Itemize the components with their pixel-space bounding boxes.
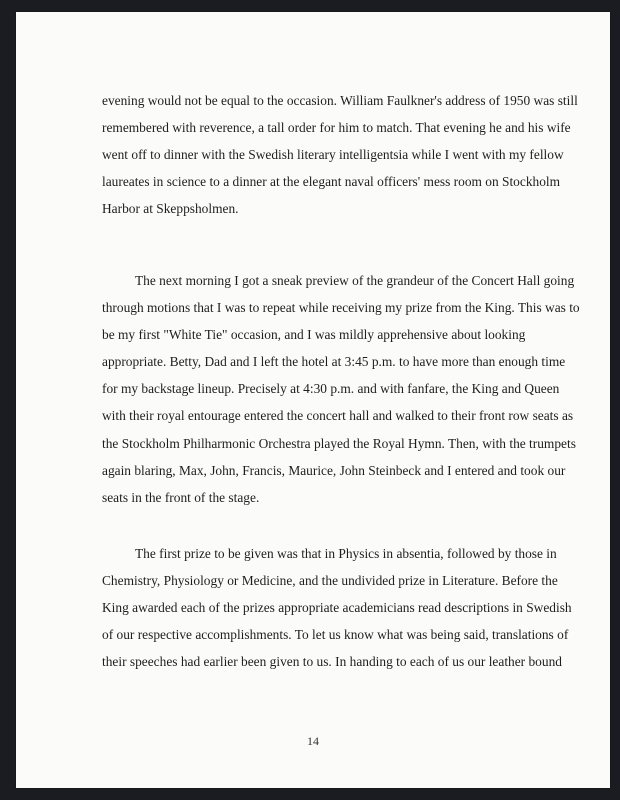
paragraph-line: the Stockholm Philharmonic Orchestra played the Royal Hymn. Then, with the trumpets — [102, 435, 576, 451]
paragraph-1 — [102, 87, 578, 222]
paragraph-line: of our respective accomplishments. To let us know what was being said, translations of — [102, 627, 569, 643]
paragraph-line: Chemistry, Physiology or Medicine, and the undivided prize in Literature. Before the — [102, 573, 558, 589]
paragraph-line: remembered with reverence, a tall order for him to match. That evening he and his wife — [102, 120, 571, 136]
paragraph-line: for my backstage lineup. Precisely at 4:30 p.m. and with fanfare, the King and Queen — [102, 381, 560, 397]
page-number: 14 — [307, 734, 319, 748]
document-page — [16, 12, 610, 788]
paragraph-line: again blaring, Max, John, Francis, Maurice, John Steinbeck and I entered and took our — [102, 462, 566, 478]
paragraph-3 — [102, 540, 572, 675]
paragraph-2 — [102, 267, 580, 511]
paragraph-line: seats in the front of the stage. — [102, 489, 260, 505]
paragraph-line: their speeches had earlier been given to us. In handing to each of us our leather bound — [102, 654, 562, 670]
paragraph-line: King awarded each of the prizes appropriate academicians read descriptions in Swedish — [102, 600, 572, 616]
paragraph-line: be my first "White Tie" occasion, and I was mildly apprehensive about looking — [102, 327, 526, 343]
paragraph-line: Harbor at Skeppsholmen. — [102, 201, 239, 217]
paragraph-line: The first prize to be given was that in Physics in absentia, followed by those in — [135, 546, 557, 561]
paragraph-line: through motions that I was to repeat while receiving my prize from the King. This was to — [102, 300, 580, 316]
paragraph-line: went off to dinner with the Swedish literary intelligentsia while I went with my fellow — [102, 147, 564, 163]
paragraph-line: appropriate. Betty, Dad and I left the hotel at 3:45 p.m. to have more than enough time — [102, 354, 566, 370]
paragraph-line: evening would not be equal to the occasion. William Faulkner's address of 1950 was still — [102, 93, 578, 108]
paragraph-line: The next morning I got a sneak preview of the grandeur of the Concert Hall going — [135, 273, 575, 288]
paragraph-line: laureates in science to a dinner at the elegant naval officers' mess room on Stockholm — [102, 174, 561, 190]
paragraph-line: with their royal entourage entered the concert hall and walked to their front row seats as — [102, 408, 574, 424]
